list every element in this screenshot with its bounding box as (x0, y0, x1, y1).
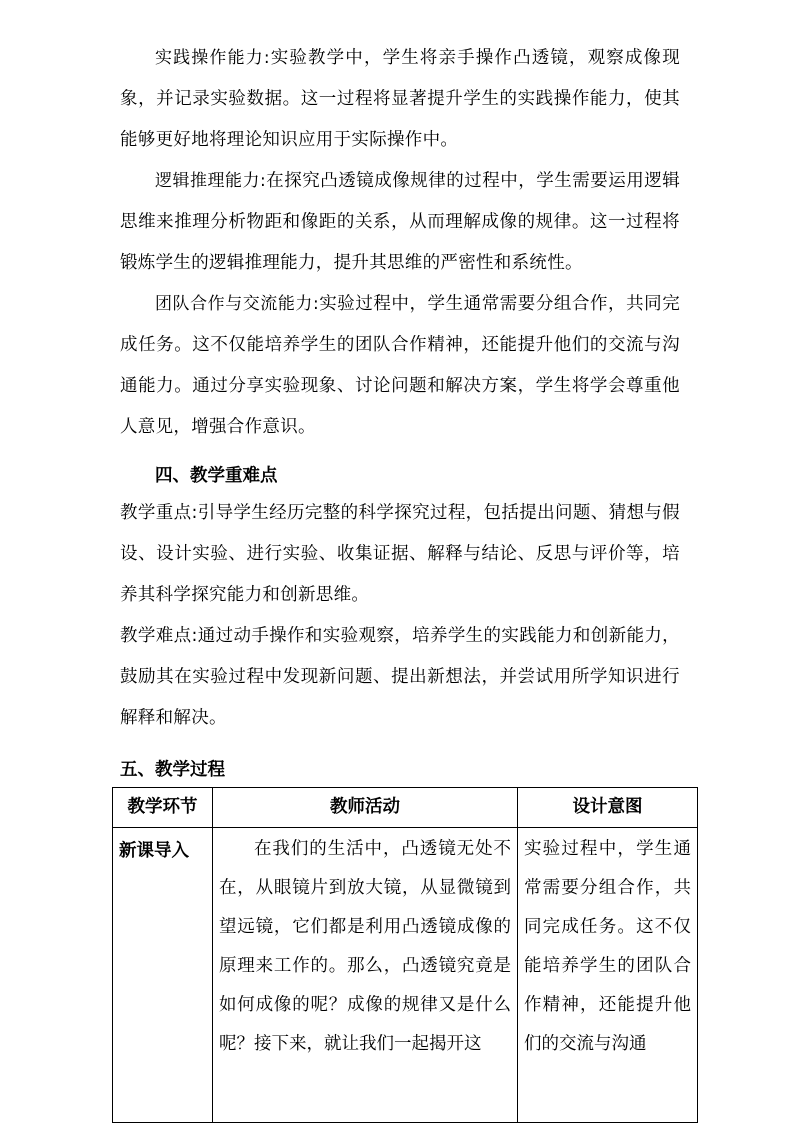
column-header-stage: 教学环节 (113, 788, 213, 828)
process-heading: 五、教学过程 (120, 760, 225, 780)
table-row (113, 828, 698, 1123)
ability-logic-paragraph (120, 161, 680, 284)
cell-teacher-activity: 在我们的生活中，凸透镜无处不在，从眼镜片到放大镜，从显微镜到望远镜，它们都是利用凸透镜成像的原理来工作的。那么，凸透镜究竟是如何成像的呢？成像的规律又是什么呢？接下来，就让我们一起揭开这 (213, 828, 518, 1123)
focus-text: 引导学生经历完整的科学探究过程，包括提出问题、猜想与假设、设计实验、进行实验、收集证据、解释与结论、反思与评价等，培养其科学探究能力和创新思维。 (120, 503, 680, 605)
focus-label: 教学重点: (120, 503, 198, 523)
key-points-heading: 四、教学重难点 (155, 466, 278, 486)
focus-paragraph (120, 493, 680, 616)
ability-practical-text: 实验教学中，学生将亲手操作凸透镜，观察成像现象，并记录实验数据。这一过程将显著提升学生的实践操作能力，使其能够更好地将理论知识应用于实际操作中。 (120, 48, 681, 150)
ability-teamwork-paragraph (120, 284, 680, 448)
teaching-process-table (112, 787, 698, 1123)
difficulty-text: 通过动手操作和实验观察，培养学生的实践能力和创新能力，鼓励其在实验过程中发现新问题、提出新想法，并尝试用所学知识进行解释和解决。 (120, 626, 680, 728)
ability-teamwork-label: 团队合作与交流能力: (155, 294, 319, 314)
ability-logic-label: 逻辑推理能力: (155, 171, 267, 191)
ability-practical-paragraph (120, 38, 680, 161)
table-header-row (113, 788, 698, 828)
cell-design-intent: 实验过程中，学生通常需要分组合作，共同完成任务。这不仅能培养学生的团队合作精神，还能提升他们的交流与沟通 (518, 828, 698, 1123)
column-header-design-intent: 设计意图 (518, 788, 698, 828)
ability-practical-label: 实践操作能力: (155, 48, 270, 68)
column-header-teacher-activity: 教师活动 (213, 788, 518, 828)
ability-logic-text: 在探究凸透镜成像规律的过程中，学生需要运用逻辑思维来推理分析物距和像距的关系，从而理解成像的规律。这一过程将锻炼学生的逻辑推理能力，提升其思维的严密性和系统性。 (120, 171, 681, 273)
difficulty-label: 教学难点: (120, 626, 198, 646)
cell-stage: 新课导入 (113, 828, 213, 1123)
difficulty-paragraph (120, 616, 680, 739)
ability-teamwork-text: 实验过程中，学生通常需要分组合作，共同完成任务。这不仅能培养学生的团队合作精神，还能提升他们的交流与沟通能力。通过分享实验现象、讨论问题和解决方案，学生将学会尊重他人意见，增强合作意识。 (120, 294, 680, 437)
